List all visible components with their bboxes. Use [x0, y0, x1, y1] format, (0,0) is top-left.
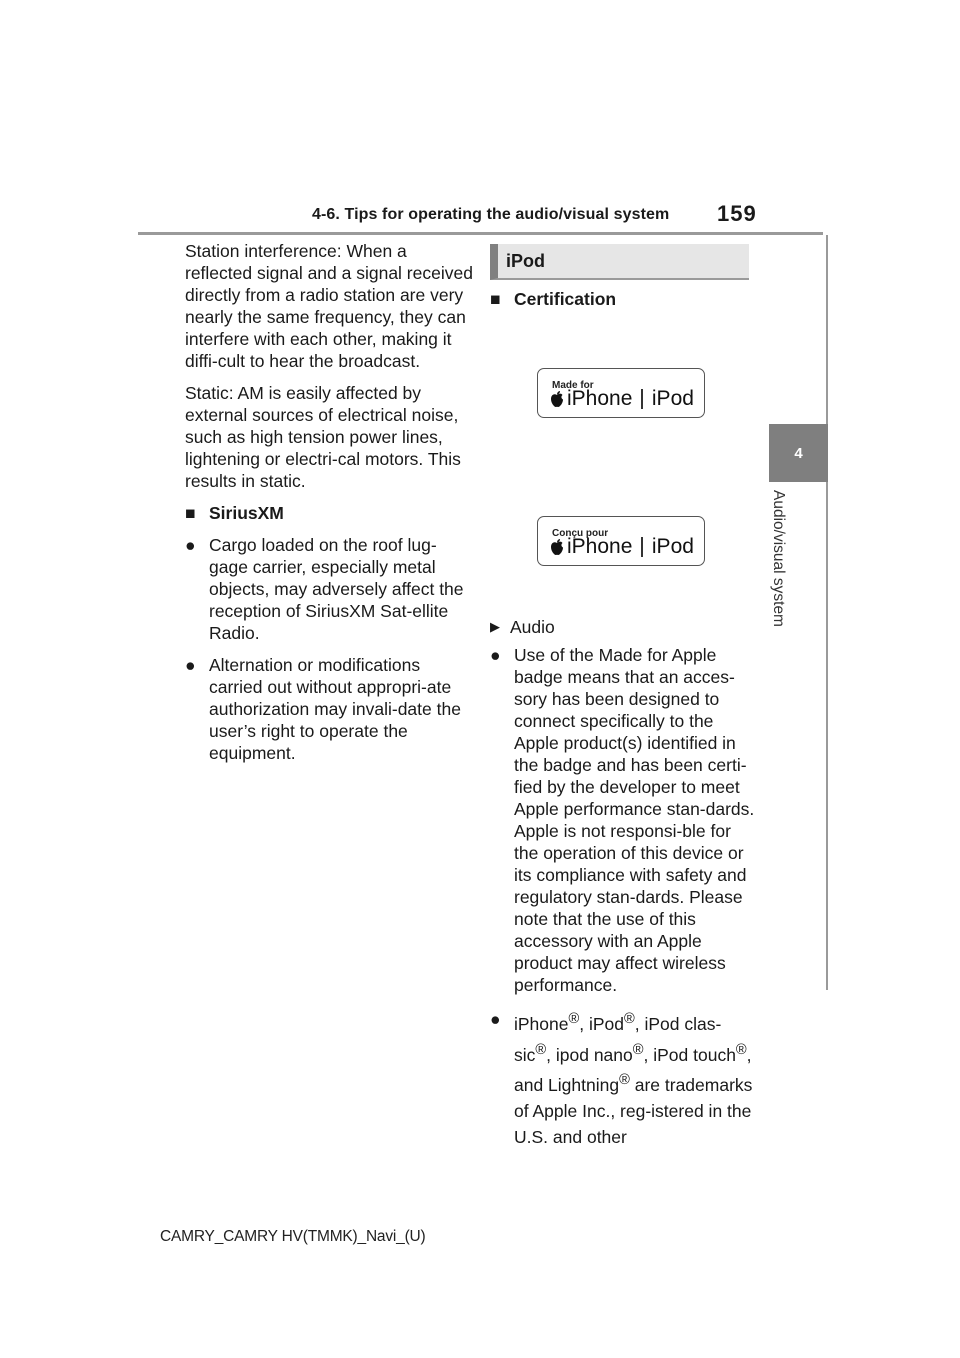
triangle-bullet-icon: ▶	[490, 619, 500, 634]
trademark-item	[490, 1006, 755, 1150]
section-title: 4-6. Tips for operating the audio/visual system	[312, 206, 670, 223]
side-rule	[826, 235, 828, 990]
badge-product-1: iPhone	[567, 535, 633, 558]
badge-product-2: iPod	[651, 535, 694, 558]
doc-code: CAMRY_CAMRY HV(TMMK)_Navi_(U)	[160, 1228, 426, 1245]
circle-bullet-icon: ●	[490, 645, 501, 665]
list-item	[185, 654, 475, 764]
header-rule	[138, 232, 823, 235]
ipod-section-header	[490, 244, 749, 280]
circle-bullet-icon: ●	[185, 535, 196, 555]
badge-small-text: Conçu pour	[552, 528, 609, 539]
badge-separator	[641, 389, 643, 409]
chapter-number: 4	[794, 444, 803, 462]
circle-bullet-icon: ●	[490, 1009, 501, 1029]
concu-pour-iphone-ipod-badge	[537, 516, 705, 566]
chapter-label	[767, 490, 807, 650]
static-text: Static: AM is easily affected by external sources of electrical noise, such as high tension power lines, lightening or electri-cal motors. This results in static.	[185, 383, 461, 491]
siriusxm-heading-text: SiriusXM	[209, 503, 284, 523]
certification-heading	[490, 288, 755, 310]
ipod-section-title: iPod	[506, 251, 545, 271]
audio-label: Audio	[510, 617, 555, 637]
chapter-label-text: Audio/visual system	[770, 490, 787, 627]
badge-product-1: iPhone	[567, 387, 633, 410]
chapter-tab[interactable]	[769, 424, 828, 482]
apple-logo-icon	[550, 538, 564, 556]
made-for-iphone-ipod-badge	[537, 368, 705, 418]
station-interference-text: Station interference: When a reflected signal and a signal received directly from a radio station are very nearly the same frequency, they can interfere with each other, making it diffi-cult to hear the broadcast.	[185, 241, 473, 371]
siriusxm-heading	[185, 502, 475, 524]
certification-heading-text: Certification	[514, 289, 617, 309]
square-bullet-icon: ■	[490, 289, 501, 309]
badge-product-2: iPod	[651, 387, 694, 410]
badge-small-text: Made for	[552, 380, 594, 391]
apple-logo-icon	[550, 390, 564, 408]
right-column	[490, 244, 755, 1160]
trademark-text: iPhone®, iPod®, iPod clas-sic®, ipod nano®, iPod touch®, and Lightning® are trademarks of Apple Inc., reg-istered in the U.S. and other	[514, 1011, 753, 1148]
page-number: 159	[717, 201, 757, 226]
audio-item	[490, 616, 755, 638]
badge-separator	[641, 537, 643, 557]
square-bullet-icon: ■	[185, 503, 196, 523]
list-item	[490, 644, 755, 996]
list-item-text: Alternation or modifications carried out without appropri-ate authorization may invali-date the user’s right to operate the equipment.	[209, 655, 461, 763]
left-column	[185, 240, 475, 774]
list-item	[185, 534, 475, 644]
list-item-text: Cargo loaded on the roof lug-gage carrier, especially metal objects, may adversely affect the reception of SiriusXM Sat-ellite Radio.	[209, 535, 464, 643]
list-item-text: Use of the Made for Apple badge means that an acces-sory has been designed to connect specifically to the Apple product(s) identified in the badge and has been certi-fied by the developer to meet Apple performance stan-dards. Apple is not responsi-ble for the operation of this device or its compliance with safety and regulatory stan-dards. Please note that the use of this accessory with an Apple product may affect wireless performance.	[514, 645, 755, 995]
circle-bullet-icon: ●	[185, 655, 196, 675]
